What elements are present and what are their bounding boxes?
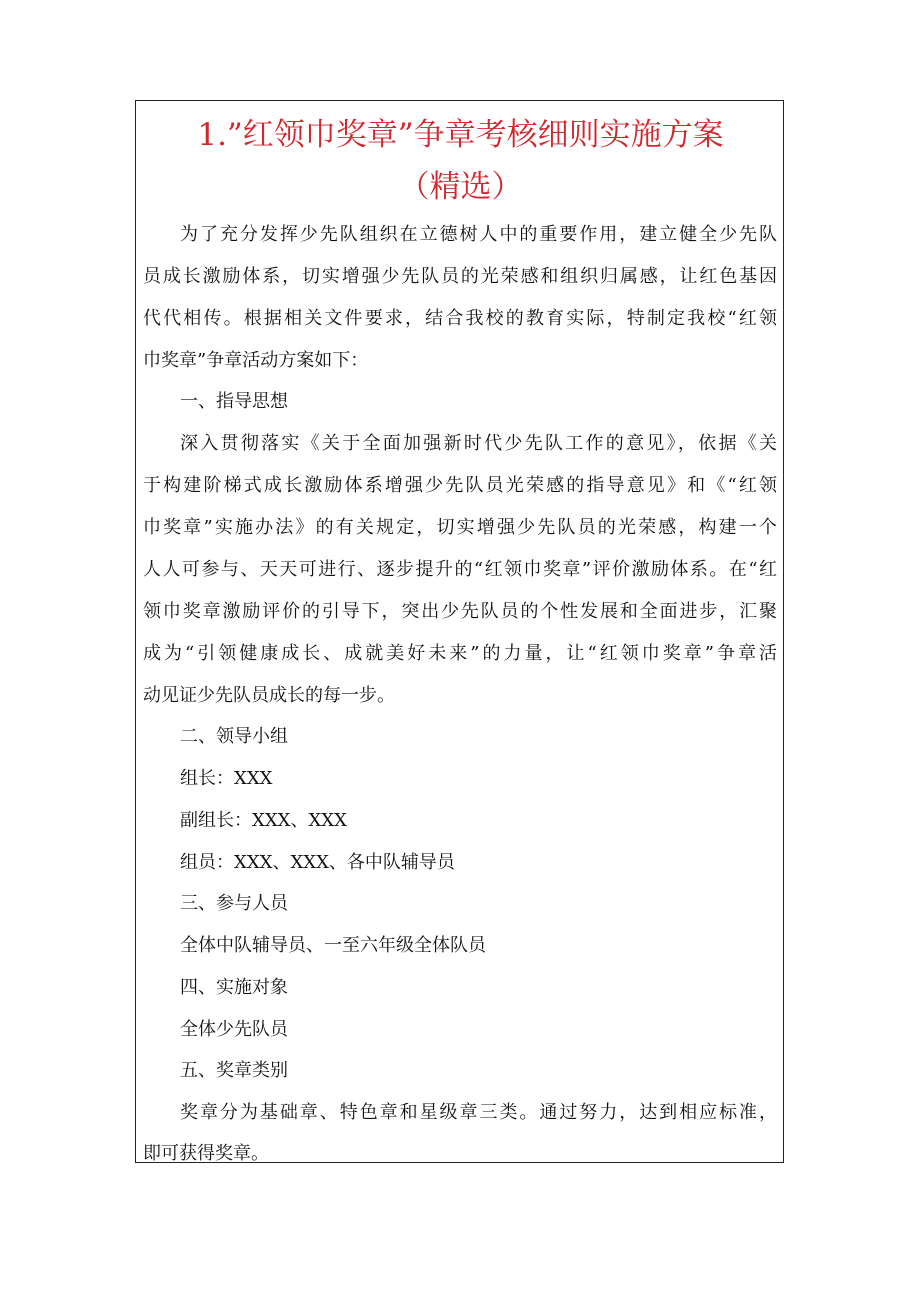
group-members: 组员：XXX、XXX、各中队辅导员 xyxy=(180,852,455,873)
guiding-paragraph-line: 动见证少先队员成长的每一步。 xyxy=(143,685,395,706)
document-frame xyxy=(135,100,784,1163)
intro-paragraph-line: 代代相传。根据相关文件要求，结合我校的教育实际，特制定我校“红领 xyxy=(143,308,777,329)
guiding-paragraph-line: 巾奖章”实施办法》的有关规定，切实增强少先队员的光荣感，构建一个 xyxy=(143,517,777,538)
section-heading-badge-categories: 五、奖章类别 xyxy=(180,1060,288,1081)
section-heading-guiding-ideology: 一、指导思想 xyxy=(180,391,288,412)
section-heading-participants: 三、参与人员 xyxy=(180,893,288,914)
document-title: 1.”红领巾奖章”争章考核细则实施方案 xyxy=(197,117,724,153)
intro-paragraph-line: 巾奖章”争章活动方案如下： xyxy=(143,350,369,371)
guiding-paragraph-line: 成为“引领健康成长、成就美好未来”的力量，让“红领巾奖章”争章活 xyxy=(143,643,777,664)
target-text: 全体少先队员 xyxy=(180,1019,288,1040)
guiding-paragraph-line: 人人可参与、天天可进行、逐步提升的“红领巾奖章”评价激励体系。在“红 xyxy=(143,559,777,580)
guiding-paragraph-line: 领巾奖章激励评价的引导下，突出少先队员的个性发展和全面进步，汇聚 xyxy=(143,601,777,622)
section-heading-target: 四、实施对象 xyxy=(180,977,288,998)
section-heading-leadership-group: 二、领导小组 xyxy=(180,726,288,747)
guiding-paragraph-line: 于构建阶梯式成长激励体系增强少先队员光荣感的指导意见》和《“红领 xyxy=(143,475,777,496)
group-leader: 组长：XXX xyxy=(180,768,273,789)
document-subtitle: （精选） xyxy=(398,169,523,205)
badge-categories-line: 奖章分为基础章、特色章和星级章三类。通过努力，达到相应标准， xyxy=(180,1102,777,1123)
guiding-paragraph-line: 深入贯彻落实《关于全面加强新时代少先队工作的意见》，依据《关 xyxy=(180,433,777,454)
deputy-group-leader: 副组长：XXX、XXX xyxy=(180,810,347,831)
intro-paragraph-line: 为了充分发挥少先队组织在立德树人中的重要作用，建立健全少先队 xyxy=(180,224,777,245)
participants-text: 全体中队辅导员、一至六年级全体队员 xyxy=(180,935,486,956)
badge-categories-line: 即可获得奖章。 xyxy=(143,1143,269,1164)
intro-paragraph-line: 员成长激励体系，切实增强少先队员的光荣感和组织归属感，让红色基因 xyxy=(143,266,777,287)
